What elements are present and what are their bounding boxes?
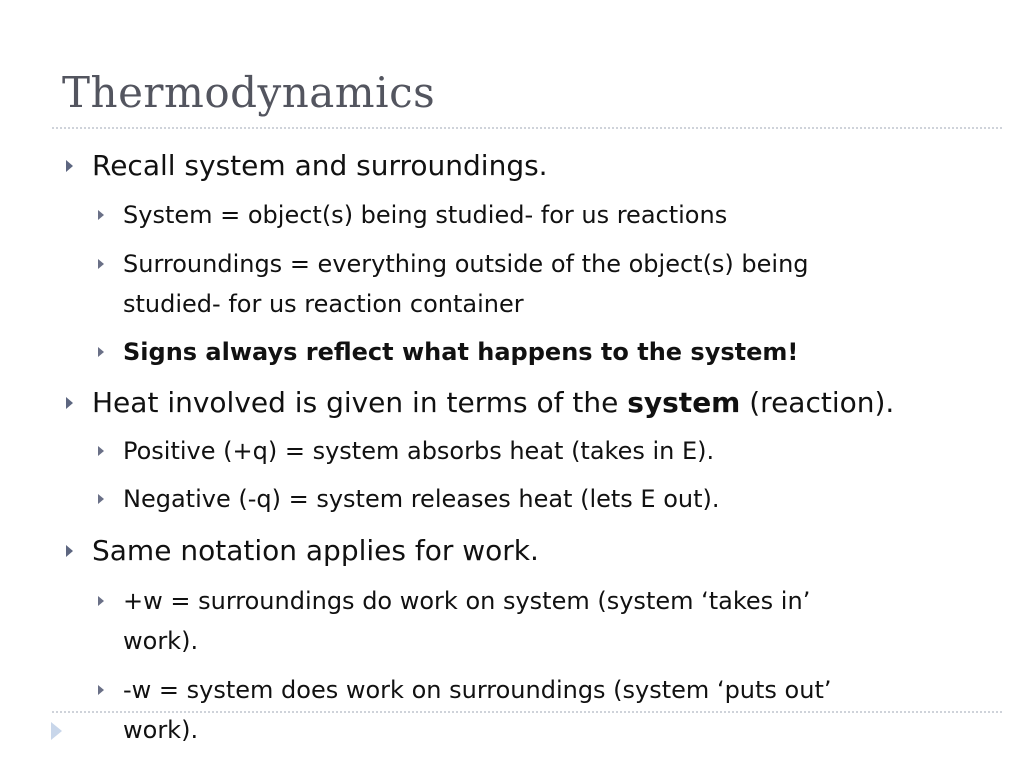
slide-marker-arrow-icon: [51, 722, 62, 740]
bullet-plus-w-line2: work).: [123, 627, 199, 655]
bullet-arrow-icon: [66, 160, 73, 172]
bullet-system-definition: System = object(s) being studied- for us reactions: [123, 201, 728, 229]
bullet-arrow-icon: [66, 397, 73, 409]
bullet-positive-q: Positive (+q) = system absorbs heat (takes in E).: [123, 437, 715, 465]
sub-bullet-arrow-icon: [98, 259, 104, 269]
bullet-recall-system: Recall system and surroundings.: [92, 149, 548, 182]
bullet-signs-note: Signs always reflect what happens to the system!: [123, 338, 799, 366]
heat-suffix: (reaction).: [740, 386, 895, 419]
footer-divider: [52, 711, 1002, 713]
sub-bullet-arrow-icon: [98, 494, 104, 504]
sub-bullet-arrow-icon: [98, 685, 104, 695]
bullet-minus-w-line2: work).: [123, 716, 199, 744]
sub-bullet-arrow-icon: [98, 596, 104, 606]
bullet-arrow-icon: [66, 545, 73, 557]
sub-bullet-arrow-icon: [98, 446, 104, 456]
heat-prefix: Heat involved is given in terms of the: [92, 386, 628, 419]
bullet-negative-q: Negative (-q) = system releases heat (lets E out).: [123, 485, 720, 513]
bullet-plus-w-line1: +w = surroundings do work on system (system ‘takes in’: [123, 587, 811, 615]
bullet-surroundings-definition-line1: Surroundings = everything outside of the object(s) being: [123, 250, 809, 278]
heat-emphasis: system: [627, 386, 741, 419]
slide-title: Thermodynamics: [62, 68, 436, 117]
bullet-surroundings-definition-line2: studied- for us reaction container: [123, 290, 524, 318]
bullet-heat-involved: [92, 386, 894, 420]
bullet-same-notation: Same notation applies for work.: [92, 534, 539, 567]
bullet-minus-w-line1: -w = system does work on surroundings (system ‘puts out’: [123, 676, 832, 704]
sub-bullet-arrow-icon: [98, 347, 104, 357]
sub-bullet-arrow-icon: [98, 210, 104, 220]
